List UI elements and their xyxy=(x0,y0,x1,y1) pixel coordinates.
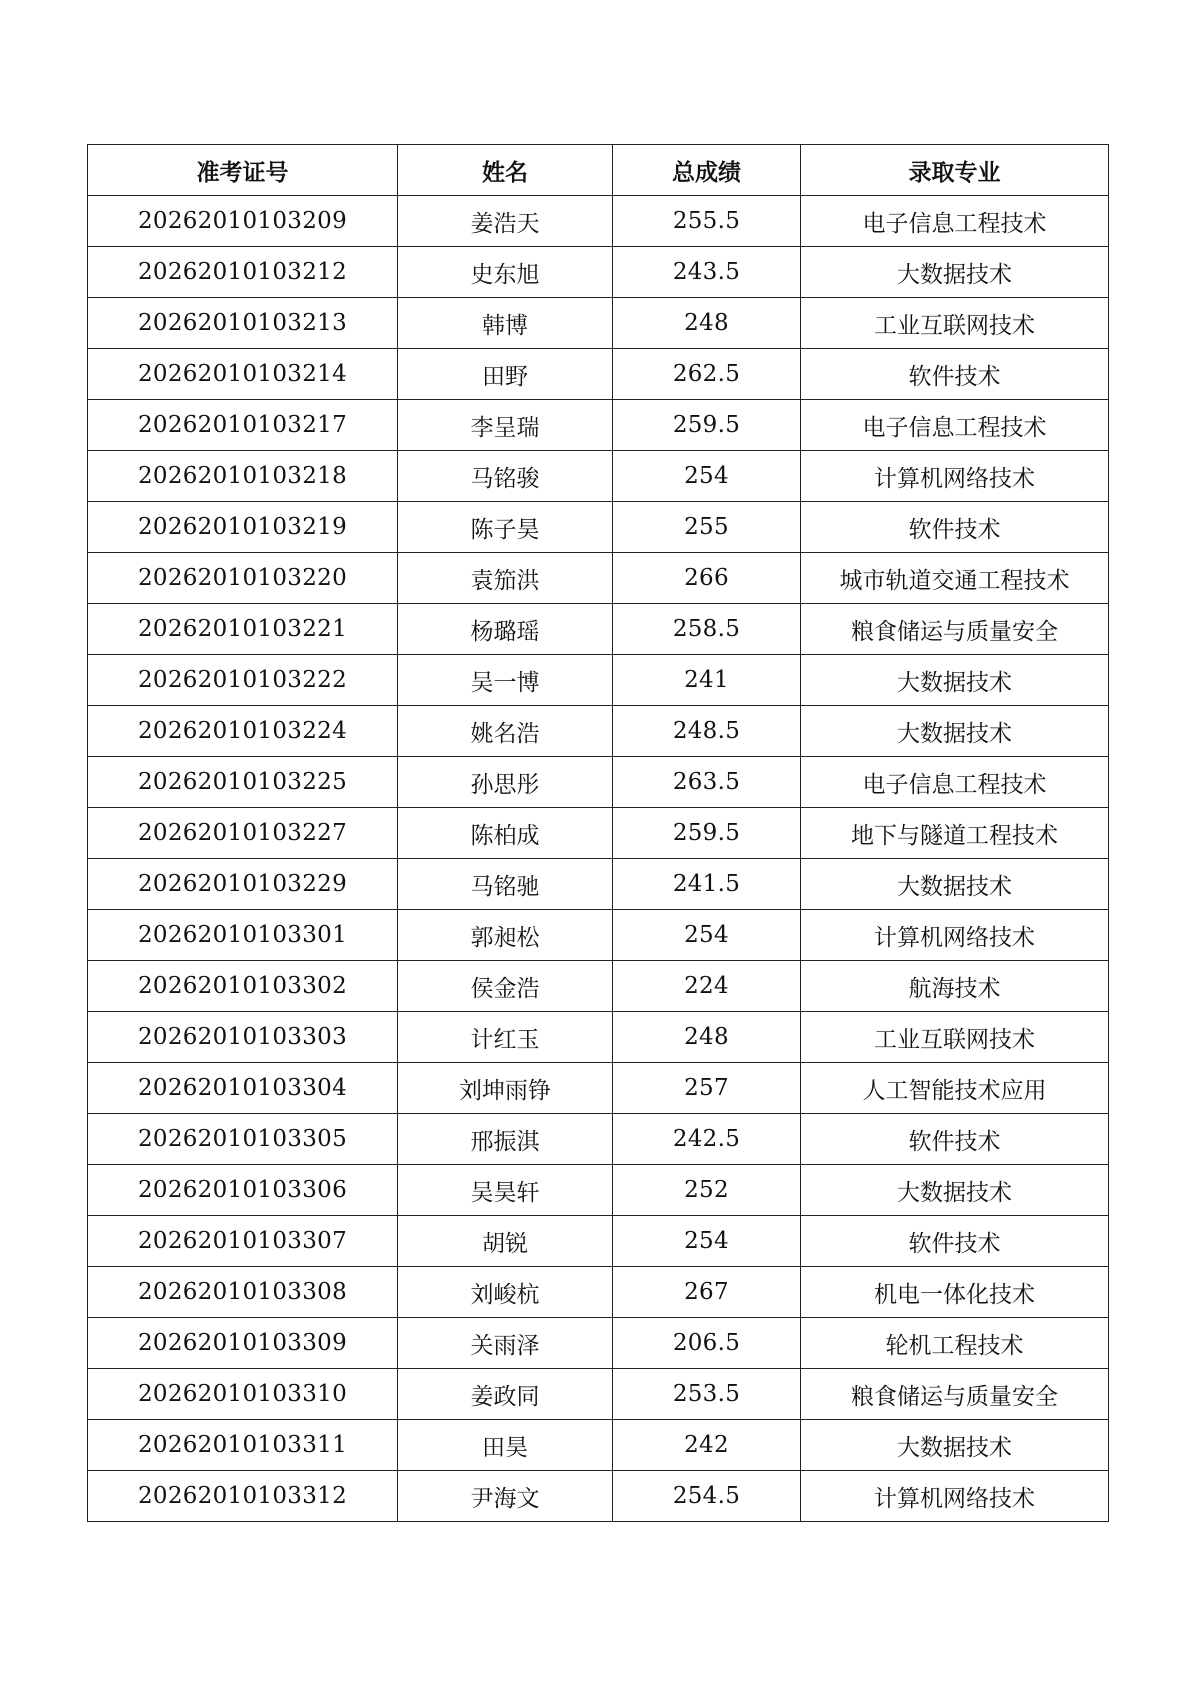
total-score-cell: 248 xyxy=(613,298,801,349)
student-name-cell: 陈柏成 xyxy=(398,808,613,859)
admitted-major-cell: 大数据技术 xyxy=(801,655,1109,706)
admission-table xyxy=(87,144,1109,1522)
student-name-cell: 郭昶松 xyxy=(398,910,613,961)
table-row xyxy=(88,1063,1109,1114)
table-row xyxy=(88,1216,1109,1267)
total-score-cell: 242 xyxy=(613,1420,801,1471)
admitted-major-cell: 电子信息工程技术 xyxy=(801,757,1109,808)
exam-id-cell: 20262010103213 xyxy=(88,298,398,349)
total-score-cell: 254 xyxy=(613,451,801,502)
table-row xyxy=(88,604,1109,655)
student-name-cell: 刘坤雨铮 xyxy=(398,1063,613,1114)
table-row xyxy=(88,1165,1109,1216)
total-score-cell: 241.5 xyxy=(613,859,801,910)
table-row xyxy=(88,757,1109,808)
student-name-cell: 吴昊轩 xyxy=(398,1165,613,1216)
student-name-cell: 姜政同 xyxy=(398,1369,613,1420)
table-row xyxy=(88,1471,1109,1522)
student-name-cell: 胡锐 xyxy=(398,1216,613,1267)
admitted-major-cell: 地下与隧道工程技术 xyxy=(801,808,1109,859)
exam-id-cell: 20262010103305 xyxy=(88,1114,398,1165)
student-name-cell: 姚名浩 xyxy=(398,706,613,757)
admitted-major-cell: 大数据技术 xyxy=(801,706,1109,757)
table-row xyxy=(88,706,1109,757)
exam-id-cell: 20262010103222 xyxy=(88,655,398,706)
total-score-cell: 266 xyxy=(613,553,801,604)
exam-id-cell: 20262010103302 xyxy=(88,961,398,1012)
admitted-major-cell: 工业互联网技术 xyxy=(801,1012,1109,1063)
table-row xyxy=(88,1420,1109,1471)
exam-id-cell: 20262010103229 xyxy=(88,859,398,910)
table-row xyxy=(88,859,1109,910)
total-score-cell: 253.5 xyxy=(613,1369,801,1420)
admitted-major-cell: 大数据技术 xyxy=(801,1165,1109,1216)
admitted-major-cell: 电子信息工程技术 xyxy=(801,196,1109,247)
student-name-cell: 袁笳洪 xyxy=(398,553,613,604)
table-row xyxy=(88,808,1109,859)
admitted-major-cell: 轮机工程技术 xyxy=(801,1318,1109,1369)
header-admitted-major: 录取专业 xyxy=(801,145,1109,196)
exam-id-cell: 20262010103219 xyxy=(88,502,398,553)
student-name-cell: 尹海文 xyxy=(398,1471,613,1522)
total-score-cell: 243.5 xyxy=(613,247,801,298)
student-name-cell: 计红玉 xyxy=(398,1012,613,1063)
table-header xyxy=(88,145,1109,196)
admitted-major-cell: 计算机网络技术 xyxy=(801,1471,1109,1522)
total-score-cell: 255.5 xyxy=(613,196,801,247)
student-name-cell: 马铭骏 xyxy=(398,451,613,502)
table-row xyxy=(88,196,1109,247)
total-score-cell: 206.5 xyxy=(613,1318,801,1369)
exam-id-cell: 20262010103218 xyxy=(88,451,398,502)
exam-id-cell: 20262010103220 xyxy=(88,553,398,604)
admitted-major-cell: 机电一体化技术 xyxy=(801,1267,1109,1318)
table-row xyxy=(88,502,1109,553)
student-name-cell: 刘峻杭 xyxy=(398,1267,613,1318)
exam-id-cell: 20262010103221 xyxy=(88,604,398,655)
exam-id-cell: 20262010103304 xyxy=(88,1063,398,1114)
table-row xyxy=(88,298,1109,349)
total-score-cell: 252 xyxy=(613,1165,801,1216)
total-score-cell: 257 xyxy=(613,1063,801,1114)
student-name-cell: 关雨泽 xyxy=(398,1318,613,1369)
admitted-major-cell: 大数据技术 xyxy=(801,859,1109,910)
exam-id-cell: 20262010103225 xyxy=(88,757,398,808)
table-row xyxy=(88,1318,1109,1369)
table-row xyxy=(88,1369,1109,1420)
student-name-cell: 史东旭 xyxy=(398,247,613,298)
header-exam-id: 准考证号 xyxy=(88,145,398,196)
admitted-major-cell: 航海技术 xyxy=(801,961,1109,1012)
student-name-cell: 杨璐瑶 xyxy=(398,604,613,655)
admitted-major-cell: 大数据技术 xyxy=(801,1420,1109,1471)
admitted-major-cell: 电子信息工程技术 xyxy=(801,400,1109,451)
table-row xyxy=(88,1114,1109,1165)
table-row xyxy=(88,247,1109,298)
student-name-cell: 侯金浩 xyxy=(398,961,613,1012)
exam-id-cell: 20262010103301 xyxy=(88,910,398,961)
admitted-major-cell: 计算机网络技术 xyxy=(801,910,1109,961)
admitted-major-cell: 人工智能技术应用 xyxy=(801,1063,1109,1114)
exam-id-cell: 20262010103306 xyxy=(88,1165,398,1216)
exam-id-cell: 20262010103308 xyxy=(88,1267,398,1318)
total-score-cell: 224 xyxy=(613,961,801,1012)
exam-id-cell: 20262010103311 xyxy=(88,1420,398,1471)
total-score-cell: 262.5 xyxy=(613,349,801,400)
admitted-major-cell: 软件技术 xyxy=(801,1216,1109,1267)
student-name-cell: 马铭驰 xyxy=(398,859,613,910)
header-row xyxy=(88,145,1109,196)
exam-id-cell: 20262010103310 xyxy=(88,1369,398,1420)
exam-id-cell: 20262010103212 xyxy=(88,247,398,298)
exam-id-cell: 20262010103217 xyxy=(88,400,398,451)
total-score-cell: 248 xyxy=(613,1012,801,1063)
table-body xyxy=(88,196,1109,1522)
exam-id-cell: 20262010103209 xyxy=(88,196,398,247)
table-row xyxy=(88,910,1109,961)
exam-id-cell: 20262010103309 xyxy=(88,1318,398,1369)
student-name-cell: 陈子昊 xyxy=(398,502,613,553)
student-name-cell: 李呈瑞 xyxy=(398,400,613,451)
total-score-cell: 258.5 xyxy=(613,604,801,655)
total-score-cell: 242.5 xyxy=(613,1114,801,1165)
student-name-cell: 邢振淇 xyxy=(398,1114,613,1165)
total-score-cell: 267 xyxy=(613,1267,801,1318)
student-name-cell: 吴一博 xyxy=(398,655,613,706)
admitted-major-cell: 粮食储运与质量安全 xyxy=(801,604,1109,655)
table-row xyxy=(88,655,1109,706)
admitted-major-cell: 城市轨道交通工程技术 xyxy=(801,553,1109,604)
exam-id-cell: 20262010103214 xyxy=(88,349,398,400)
table-row xyxy=(88,451,1109,502)
exam-id-cell: 20262010103307 xyxy=(88,1216,398,1267)
table-row xyxy=(88,1267,1109,1318)
total-score-cell: 259.5 xyxy=(613,400,801,451)
admitted-major-cell: 软件技术 xyxy=(801,349,1109,400)
total-score-cell: 241 xyxy=(613,655,801,706)
total-score-cell: 259.5 xyxy=(613,808,801,859)
admitted-major-cell: 工业互联网技术 xyxy=(801,298,1109,349)
table-row xyxy=(88,961,1109,1012)
table-row xyxy=(88,400,1109,451)
exam-id-cell: 20262010103224 xyxy=(88,706,398,757)
admitted-major-cell: 软件技术 xyxy=(801,1114,1109,1165)
exam-id-cell: 20262010103312 xyxy=(88,1471,398,1522)
exam-id-cell: 20262010103227 xyxy=(88,808,398,859)
total-score-cell: 263.5 xyxy=(613,757,801,808)
total-score-cell: 254.5 xyxy=(613,1471,801,1522)
total-score-cell: 248.5 xyxy=(613,706,801,757)
header-name: 姓名 xyxy=(398,145,613,196)
total-score-cell: 255 xyxy=(613,502,801,553)
student-name-cell: 田野 xyxy=(398,349,613,400)
table-row xyxy=(88,1012,1109,1063)
table-row xyxy=(88,349,1109,400)
student-name-cell: 孙思彤 xyxy=(398,757,613,808)
student-name-cell: 韩博 xyxy=(398,298,613,349)
table-row xyxy=(88,553,1109,604)
admitted-major-cell: 粮食储运与质量安全 xyxy=(801,1369,1109,1420)
admitted-major-cell: 软件技术 xyxy=(801,502,1109,553)
admitted-major-cell: 大数据技术 xyxy=(801,247,1109,298)
student-name-cell: 姜浩天 xyxy=(398,196,613,247)
student-name-cell: 田昊 xyxy=(398,1420,613,1471)
admitted-major-cell: 计算机网络技术 xyxy=(801,451,1109,502)
total-score-cell: 254 xyxy=(613,910,801,961)
total-score-cell: 254 xyxy=(613,1216,801,1267)
header-total-score: 总成绩 xyxy=(613,145,801,196)
exam-id-cell: 20262010103303 xyxy=(88,1012,398,1063)
